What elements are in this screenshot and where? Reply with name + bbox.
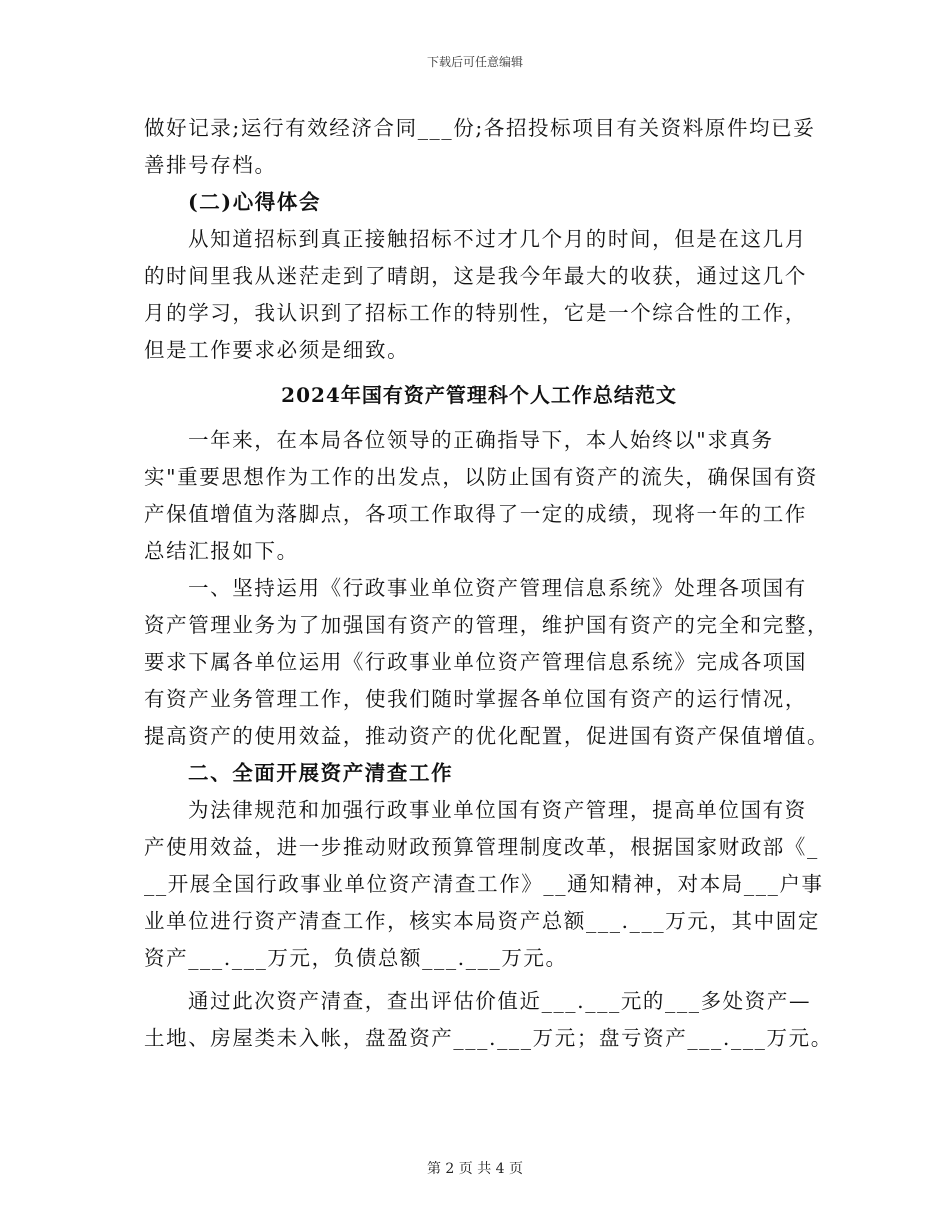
text-line: 土地、房屋类未入帐，盘盈资产___.___万元；盘亏资产___.___万元。 bbox=[144, 1026, 833, 1050]
paragraph-results bbox=[144, 983, 833, 1057]
paragraph-intro bbox=[144, 422, 819, 570]
paragraph-system bbox=[144, 570, 830, 755]
page-header: 下载后可任意编辑 bbox=[426, 55, 523, 69]
text-line: 通过此次资产清查，查出评估价值近___.___元的___多处资产— bbox=[188, 989, 812, 1013]
section-heading-inventory: 二、全面开展资产清查工作 bbox=[188, 761, 454, 785]
text-line: 一年来，在本局各位领导的正确指导下，本人始终以"求真务 bbox=[188, 428, 774, 452]
document-title: 2024年国有资产管理科个人工作总结范文 bbox=[281, 383, 677, 407]
text-line: 业单位进行资产清查工作，核实本局资产总额___.___万元，其中固定 bbox=[144, 909, 820, 933]
text-line: 一、坚持运用《行政事业单位资产管理信息系统》处理各项国有 bbox=[188, 576, 807, 600]
text-line: 资产管理业务为了加强国有资产的管理，维护国有资产的完全和完整， bbox=[144, 613, 830, 637]
text-line: 资产___.___万元，负债总额___.___万元。 bbox=[144, 946, 568, 970]
text-line: 产保值增值为落脚点，各项工作取得了一定的成绩，现将一年的工作 bbox=[144, 502, 807, 526]
text-line: 月的学习，我认识到了招标工作的特别性，它是一个综合性的工作， bbox=[144, 301, 807, 325]
document-body bbox=[144, 110, 833, 1057]
text-line: 为法律规范和加强行政事业单位国有资产管理，提高单位国有资 bbox=[188, 798, 807, 822]
text-line: 总结汇报如下。 bbox=[144, 539, 299, 563]
page-footer: 第 2 页 共 4 页 bbox=[426, 1161, 524, 1177]
text-line: 要求下属各单位运用《行政事业单位资产管理信息系统》完成各项国 bbox=[144, 650, 807, 674]
text-line: 但是工作要求必须是细致。 bbox=[144, 338, 410, 362]
text-line: 做好记录;运行有效经济合同___份;各招投标项目有关资料原件均已妥 bbox=[144, 116, 816, 140]
section-heading-experience: (二)心得体会 bbox=[188, 190, 322, 214]
text-line: 产使用效益，进一步推动财政预算管理制度改革，根据国家财政部《_ bbox=[144, 835, 819, 859]
paragraph-inventory bbox=[144, 792, 824, 977]
text-line: 实"重要思想作为工作的出发点，以防止国有资产的流失，确保国有资 bbox=[144, 465, 819, 489]
text-line: 从知道招标到真正接触招标不过才几个月的时间，但是在这几月 bbox=[188, 227, 807, 251]
text-line: 提高资产的使用效益，推动资产的优化配置，促进国有资产保值增值。 bbox=[144, 724, 830, 748]
text-line: 善排号存档。 bbox=[144, 153, 277, 177]
paragraph-experience bbox=[144, 221, 814, 369]
text-line: __开展全国行政事业单位资产清查工作》__通知精神，对本局___户事 bbox=[144, 872, 824, 896]
text-line: 的时间里我从迷茫走到了晴朗，这是我今年最大的收获，通过这几个 bbox=[144, 264, 807, 288]
text-line: 有资产业务管理工作，使我们随时掌握各单位国有资产的运行情况， bbox=[144, 687, 807, 711]
paragraph-records bbox=[144, 110, 814, 184]
